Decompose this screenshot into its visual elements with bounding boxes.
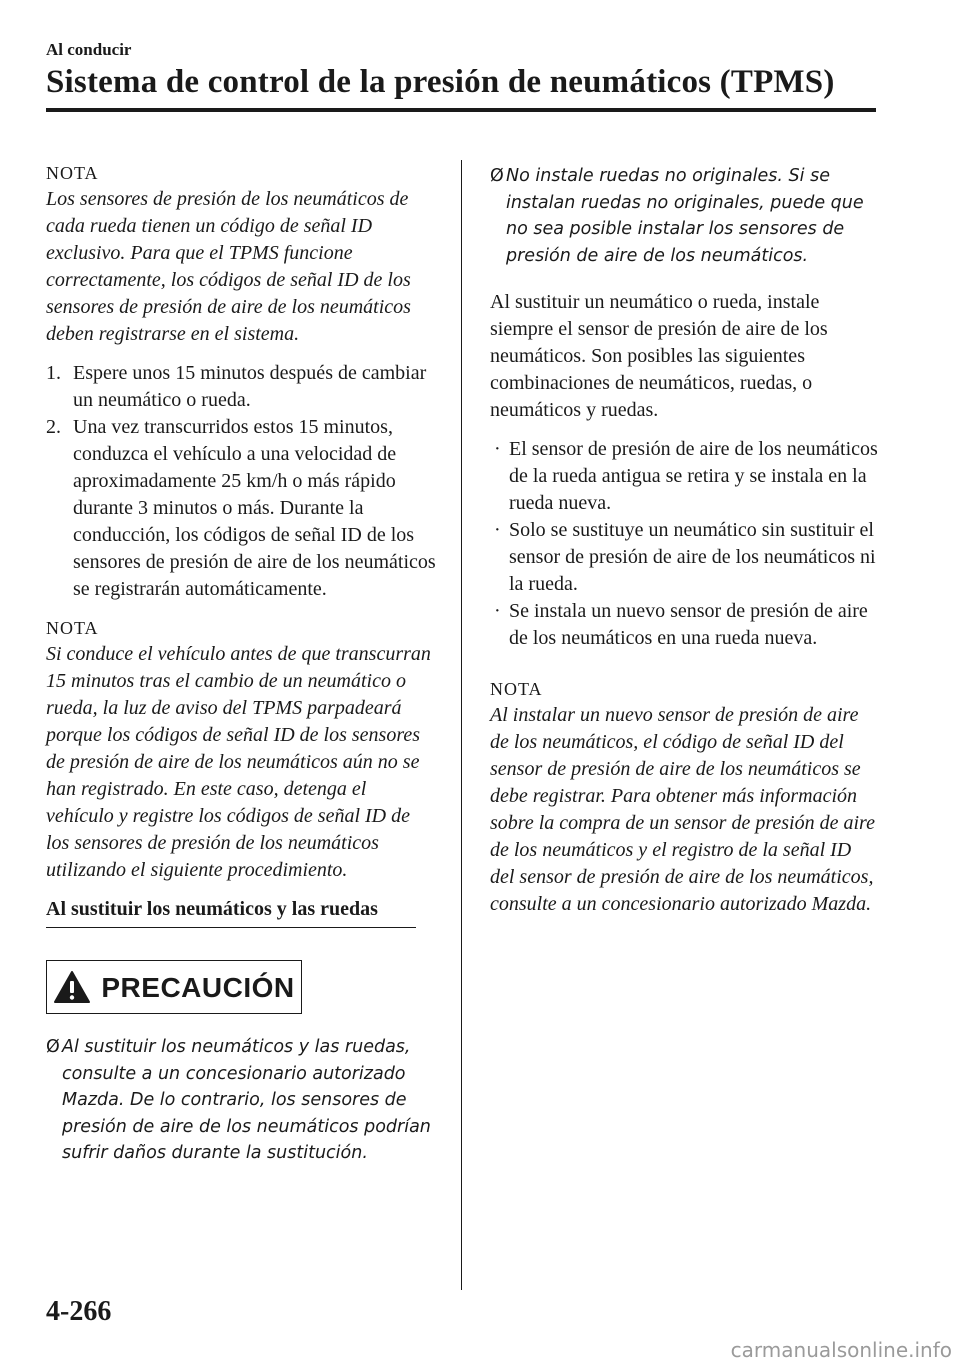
note-block <box>490 676 880 918</box>
step-number: 1. <box>46 362 61 384</box>
step-item <box>46 414 436 603</box>
caution-item <box>46 1034 436 1167</box>
step-text: Espere unos 15 minutos después de cambiar un neumático o rueda. <box>73 362 427 411</box>
caution-box <box>46 960 302 1014</box>
column-divider <box>461 160 462 1290</box>
caution-list-continued <box>490 163 880 269</box>
list-item-text: Se instala un nuevo sensor de presión de aire de los neumáticos en una rueda nueva. <box>509 600 868 649</box>
dot-bullet-icon: · <box>494 519 501 541</box>
watermark: carmanualsonline.info <box>730 1338 952 1362</box>
page-number: 4-266 <box>46 1296 112 1327</box>
caution-text: Al sustituir los neumáticos y las ruedas, consulte a un concesionario autorizado Mazda. De lo contrario, los sensores de presión de aire de los neumáticos podrían sufrir daños durante la sustitución. <box>62 1037 431 1163</box>
caution-list <box>46 1034 436 1167</box>
arrow-bullet-icon: Ø <box>46 1037 60 1057</box>
dot-bullet-icon: · <box>494 438 501 460</box>
subheading: Al sustituir los neumáticos y las ruedas <box>46 896 416 928</box>
list-item <box>490 517 880 598</box>
dot-bullet-icon: · <box>494 600 501 622</box>
warning-triangle-icon <box>53 970 91 1004</box>
combinations-list <box>490 436 880 652</box>
note-label: NOTA <box>46 163 99 183</box>
list-item-text: El sensor de presión de aire de los neumáticos de la rueda antigua se retira y se instala en la rueda nueva. <box>509 438 878 514</box>
step-text: Una vez transcurridos estos 15 minutos, conduzca el vehículo a una velocidad de aproximadamente 25 km/h o más rápido durante 3 minutos o más. Durante la conducción, los códigos de señal ID de los sensores de presión de aire de los neumáticos se registrarán automáticamente. <box>73 416 436 600</box>
page-title: Sistema de control de la presión de neumáticos (TPMS) <box>46 64 835 100</box>
step-item <box>46 360 436 414</box>
steps-list <box>46 360 436 603</box>
caution-text: No instale ruedas no originales. Si se instalan ruedas no originales, puede que no sea posible instalar los sensores de presión de aire de los neumáticos. <box>506 166 864 266</box>
step-number: 2. <box>46 416 61 438</box>
note-label: NOTA <box>490 679 543 699</box>
note-block <box>46 615 436 884</box>
caution-label: PRECAUCIÓN <box>101 971 295 1003</box>
list-item-text: Solo se sustituye un neumático sin sustituir el sensor de presión de aire de los neumáticos ni la rueda. <box>509 519 876 595</box>
page-header <box>46 40 876 102</box>
right-column <box>490 163 880 930</box>
caution-item <box>490 163 880 269</box>
list-item <box>490 598 880 652</box>
note-text: Si conduce el vehículo antes de que transcurran 15 minutos tras el cambio de un neumático o rueda, la luz de aviso del TPMS parpadeará porque los códigos de señal ID de los sensores de presión de aire de los neumáticos aún no se han registrado. En este caso, detenga el vehículo y registre los códigos de señal ID de los sensores de presión de los neumáticos utilizando el siguiente procedimiento. <box>46 643 431 881</box>
title-rule <box>46 108 876 112</box>
arrow-bullet-icon: Ø <box>490 166 504 186</box>
left-column <box>46 160 436 1167</box>
section-label: Al conducir <box>46 40 132 59</box>
note-text: Los sensores de presión de los neumáticos de cada rueda tienen un código de señal ID exclusivo. Para que el TPMS funcione correctamente, los códigos de señal ID de los sensores de presión de aire de los neumáticos deben registrarse en el sistema. <box>46 188 411 345</box>
note-text: Al instalar un nuevo sensor de presión de aire de los neumáticos, el código de señal ID del sensor de presión de aire de los neumáticos se debe registrar. Para obtener más información sobre la compra de un sensor de presión de aire de los neumáticos y el registro de la señal ID del sensor de presión de aire de los neumáticos, consulte a un concesionario autorizado Mazda. <box>490 704 875 915</box>
note-block <box>46 160 436 348</box>
list-item <box>490 436 880 517</box>
body-paragraph: Al sustituir un neumático o rueda, instale siempre el sensor de presión de aire de los neumáticos. Son posibles las siguientes combinaciones de neumáticos, ruedas, o neumáticos y ruedas. <box>490 291 828 421</box>
note-label: NOTA <box>46 618 99 638</box>
